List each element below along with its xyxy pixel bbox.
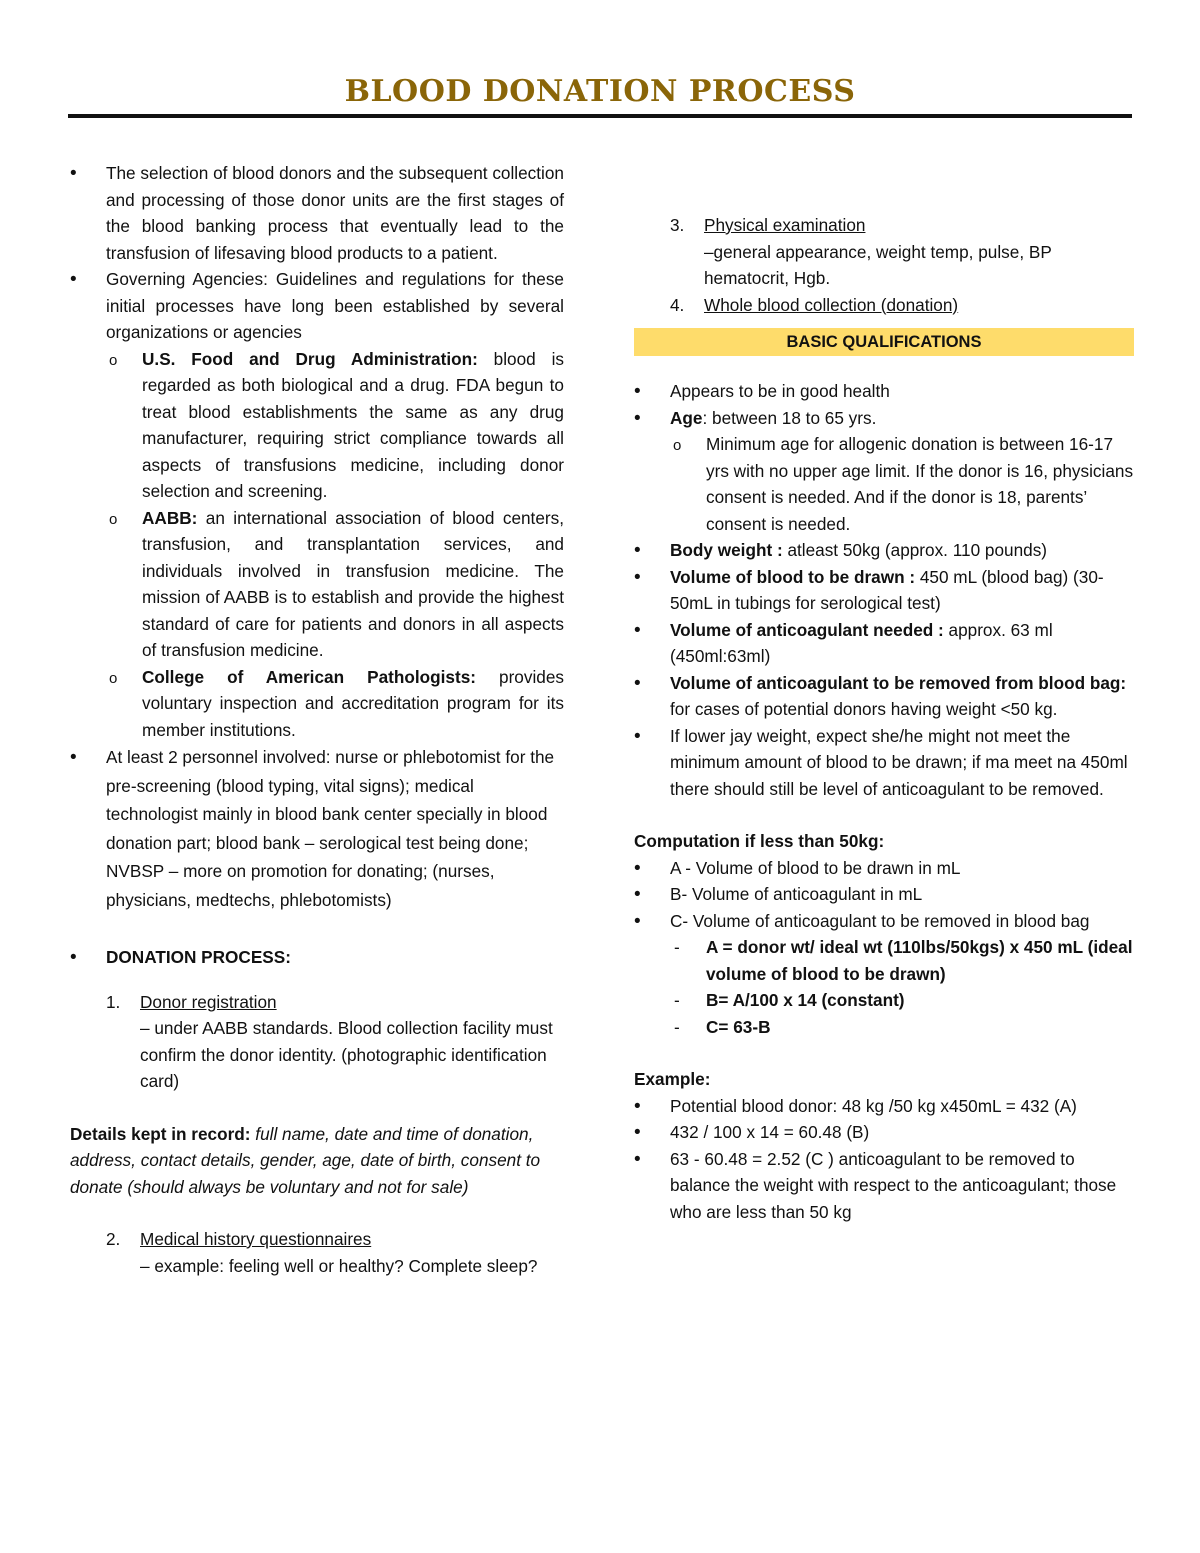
formula-item [634, 987, 1134, 1014]
agency-name: AABB: [142, 507, 198, 528]
agency-fda [70, 346, 564, 505]
circle-bullet-icon [109, 664, 117, 693]
agency-description: blood is regarded as both biological and a drug. FDA begun to treat blood establishments the same as any drug manufacturer, requiring strict compliance towards all aspects of transfusions medicine, including donor selection and screening. [142, 348, 564, 501]
section-heading: Example: [634, 1069, 711, 1089]
bullet-icon [634, 881, 670, 909]
step-title: Physical examination [704, 215, 866, 235]
details-text: full name, date and time of donation, address, contact details, gender, age, date of birth, consent to donate (should always be voluntary and not for sale) [70, 1123, 541, 1197]
computation-text: C- Volume of anticoagulant to be removed in blood bag [670, 910, 1090, 931]
step-physical-exam [634, 212, 1134, 292]
bullet-icon [634, 617, 670, 645]
list-item [70, 266, 564, 346]
qualification-label: Age [670, 407, 703, 428]
computation-heading [634, 828, 1134, 855]
agency-description: an international association of blood centers, transfusion, and transplantation services, and individuals involved in transfusion medicine. The mission of AABB is to establish and provide the highest standard of care for patients and donors in all aspects of transfusion medicine. [142, 507, 564, 660]
qualification-text: approx. 63 ml (450ml:63ml) [670, 619, 1053, 666]
qualification-item [634, 537, 1134, 564]
bullet-icon [634, 378, 670, 406]
list-item [70, 944, 564, 971]
qualification-item [634, 670, 1134, 723]
agencies-intro: Governing Agencies: Guidelines and regulations for these initial processes have long been established by several organizations or agencies [106, 269, 564, 342]
circle-bullet-icon [109, 346, 117, 375]
example-text: anticoagulant to be removed to balance the weight with respect to the anticoagulant; those who are less than 50 kg [670, 1148, 1117, 1222]
example-label: 63 - 60.48 = 2.52 (C ) [670, 1148, 834, 1169]
list-item [70, 160, 564, 266]
formula-item [634, 934, 1134, 987]
bullet-icon [634, 1146, 670, 1174]
qualification-label: Volume of anticoagulant needed : [670, 619, 944, 640]
step-description: – under AABB standards. Blood collection facility must confirm the donor identity. (photographic identification card) [140, 1018, 553, 1091]
step-title: Donor registration [140, 991, 277, 1012]
bullet-icon [634, 1093, 670, 1121]
circle-bullet-icon [109, 505, 117, 534]
qualification-item [634, 378, 1134, 405]
formula-text: A = donor wt/ ideal wt (110lbs/50kgs) x 450 mL (ideal volume of blood to be drawn) [706, 937, 1133, 984]
details-label: Details kept in record: [70, 1123, 251, 1144]
qualification-item [634, 405, 1134, 432]
bullet-icon [70, 743, 106, 773]
section-heading: Computation if less than 50kg: [634, 831, 885, 851]
circle-bullet-icon [673, 431, 681, 460]
details-paragraph [70, 1121, 564, 1201]
right-column [634, 212, 1134, 1225]
qualification-text: Appears to be in good health [670, 381, 890, 401]
agency-name: U.S. Food and Drug Administration: [142, 348, 478, 369]
bullet-icon [634, 670, 670, 698]
dash-marker: - [674, 1016, 680, 1037]
bullet-icon [634, 405, 670, 433]
qualification-text: for cases of potential donors having weight <50 kg. [670, 699, 1058, 719]
page-title: BLOOD DONATION PROCESS [344, 74, 856, 109]
qualification-subitem [634, 431, 1134, 537]
step-number: 3. [670, 215, 685, 235]
qualification-item [634, 723, 1134, 803]
qualification-text: : between 18 to 65 yrs. [702, 407, 877, 428]
step-blood-collection [634, 292, 1134, 319]
computation-text: A - Volume of blood to be drawn in mL [670, 857, 961, 878]
bullet-icon [634, 537, 670, 565]
agency-cap [70, 664, 564, 744]
left-column [70, 160, 564, 1279]
formula-item [634, 1014, 1134, 1041]
qualification-label: Body weight : [670, 540, 783, 560]
computation-item [634, 855, 1134, 882]
example-heading [634, 1066, 1134, 1093]
example-text: Potential blood donor: 48 kg /50 kg x450mL = 432 (A) [670, 1095, 1077, 1116]
qualification-text: Minimum age for allogenic donation is between 16-17 yrs with no upper age limit. If the donor is 16, physicians consent is needed. And if the donor is 18, parents’ consent is needed. [706, 434, 1134, 534]
personnel-text: At least 2 personnel involved: nurse or phlebotomist for the pre-screening (blood typing, vital signs); medical technologist mainly in blood bank center specially in blood donation part; blood bank – serological test being done; NVBSP – more on promotion for donating; (nurses, physicians, medtechs, phlebotomists) [106, 747, 555, 910]
qualification-label: Volume of anticoagulant to be removed from blood bag: [670, 672, 1127, 693]
step-number: 4. [670, 294, 685, 315]
step-title: Medical history questionnaires [140, 1229, 372, 1249]
qualification-text: atleast 50kg (approx. 110 pounds) [782, 540, 1048, 560]
step-description: –general appearance, weight temp, pulse, BP hematocrit, Hgb. [704, 241, 1052, 288]
agency-name: College of American Pathologists: [142, 666, 476, 687]
bullet-icon [634, 564, 670, 592]
computation-item [634, 908, 1134, 935]
dash-marker: - [674, 937, 680, 957]
step-donor-registration [70, 989, 564, 1095]
section-banner: BASIC QUALIFICATIONS [634, 328, 1134, 356]
step-number: 2. [106, 1229, 121, 1249]
list-item [70, 743, 564, 914]
computation-text: B- Volume of anticoagulant in mL [670, 884, 923, 904]
qualification-text: 450 mL (blood bag) (30-50mL in tubings for serological test) [670, 566, 1104, 613]
bullet-icon [70, 944, 106, 972]
agency-aabb [70, 505, 564, 664]
formula-text: B= A/100 x 14 (constant) [706, 990, 905, 1010]
example-item [634, 1146, 1134, 1226]
example-item [634, 1119, 1134, 1146]
formula-text: C= 63-B [706, 1016, 771, 1037]
dash-marker: - [674, 990, 680, 1010]
qualification-item [634, 564, 1134, 617]
bullet-icon [70, 160, 106, 188]
bullet-icon [634, 908, 670, 936]
step-number: 1. [106, 991, 121, 1012]
bullet-icon [634, 855, 670, 883]
qualification-label: Volume of blood to be drawn : [670, 566, 916, 587]
computation-item [634, 881, 1134, 908]
example-text: 432 / 100 x 14 = 60.48 (B) [670, 1122, 870, 1142]
qualification-item [634, 617, 1134, 670]
step-medical-history [70, 1226, 564, 1279]
bullet-icon [634, 723, 670, 751]
step-title: Whole blood collection (donation) [704, 294, 959, 315]
step-description: – example: feeling well or healthy? Complete sleep? [140, 1255, 538, 1276]
section-heading: DONATION PROCESS: [106, 947, 291, 967]
qualification-text: If lower jay weight, expect she/he might not meet the minimum amount of blood to be drawn; if ma meet na 450ml there should still be level of anticoagulant to be removed. [670, 725, 1128, 799]
title-divider [68, 114, 1132, 118]
example-item [634, 1093, 1134, 1120]
bullet-icon [70, 266, 106, 294]
intro-text: The selection of blood donors and the subsequent collection and processing of those donor units are the first stages of the blood banking process that eventually lead to the transfusion of lifesaving blood products to a patient. [106, 163, 564, 263]
bullet-icon [634, 1119, 670, 1147]
agency-description: provides voluntary inspection and accreditation program for its member institutions. [142, 666, 564, 740]
